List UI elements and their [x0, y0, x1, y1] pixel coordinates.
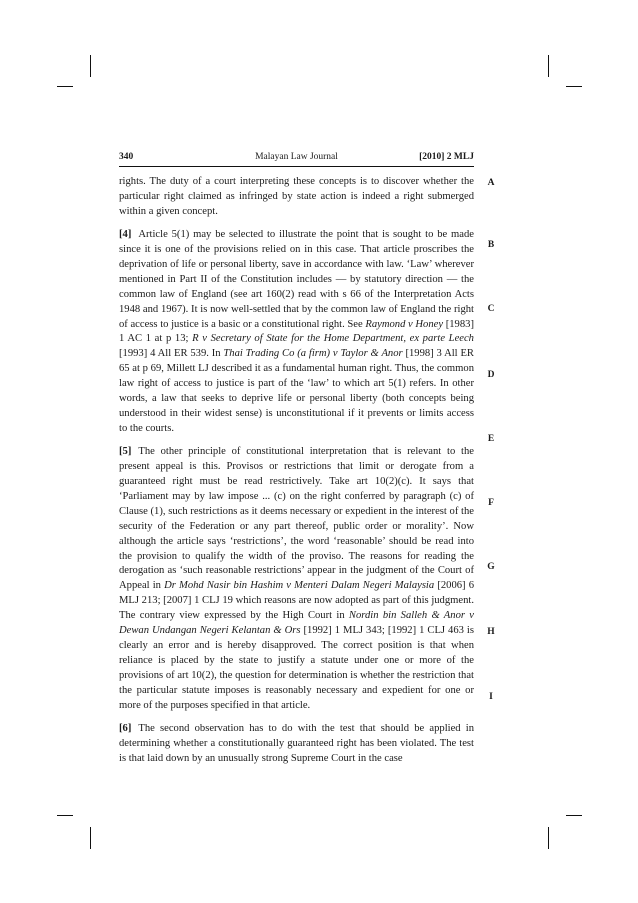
crop-mark-bottom-right-v: [548, 827, 549, 849]
text-run: Article 5(1) may be selected to illustrate the point that is sought to be made since it is one of the provisions relied on in this case. That article proscribes the deprivation of life or personal liberty, save in accordance with law. ‘Law’ wherever mentioned in Part II of the Constitution includes — by statutory direction — the common law of England (see art 160(2) read with s 66 of the Interpretation Acts 1948 and 1967). It is now well-settled that by the common law of England the right of access to justice is a basic or a constitutional right. See: [119, 229, 474, 330]
journal-title: Malayan Law Journal: [255, 152, 338, 162]
crop-mark-top-left-v: [90, 55, 91, 77]
paragraph: [119, 722, 474, 767]
text-run: The second observation has to do with the test that should be applied in determining whether a constitutionally guaranteed right has been violated. The test is that laid down by an unusually strong Supreme Court in the case: [119, 722, 474, 764]
case-citation: Raymond v Honey: [365, 318, 444, 330]
text-run: rights. The duty of a court interpreting these concepts is to discover whether the particular right claimed as infringed by state action is indeed a right submerged within a given concept.: [119, 176, 474, 217]
paragraph-number: [5]: [119, 446, 132, 458]
margin-letter: I: [489, 692, 493, 702]
crop-mark-top-left-h: [57, 86, 73, 87]
text-run: [1993] 4 All ER 539. In: [119, 348, 224, 360]
margin-letter: F: [488, 498, 494, 508]
page-number: 340: [119, 152, 134, 162]
crop-mark-top-right-v: [548, 55, 549, 77]
paragraph-number: [6]: [119, 722, 132, 734]
paragraph-number: [4]: [119, 229, 132, 241]
judgment-text: [119, 175, 474, 775]
margin-letter: C: [487, 304, 495, 314]
paragraph: [119, 175, 474, 220]
margin-letter: B: [487, 240, 495, 250]
crop-mark-bottom-left-h: [57, 815, 73, 816]
text-run: [2006] 6 MLJ 213; [2007] 1 CLJ 19 which reasons are now adopted as part of this judgment. The contrary view expressed by the High Court in: [119, 580, 474, 622]
paragraph: [119, 445, 474, 713]
margin-letter: D: [487, 370, 495, 380]
text-run: The other principle of constitutional interpretation that is relevant to the present appeal is this. Provisos or restrictions that limit or derogate from a guaranteed right must be read restrictively. Take art 10(2)(c). It says that ‘Parliament may by law impose ... (c) on the right conferred by paragraph (c) of Clause (1), such restrictions as it deems necessary or expedient in the interest of the security of the Federation or any part thereof, public order or morality’. Now although the article says ‘restrictions’, the word ‘reasonable’ should be read into the provision to qualify the width of the proviso. The reasons for reading the derogation as ‘such reasonable restrictions’ appear in the judgment of the Court of Appeal in: [119, 446, 474, 592]
text-run: [1992] 1 MLJ 343; [1992] 1 CLJ 463 is clearly an error and is hereby disapproved. The correct position is that when reliance is placed by the state to justify a statute under one or more of the provisions of art 10(2), the question for determination is whether the restriction that the particular statute imposes is reasonably necessary and expedient for one or more of the purposes specified in that article.: [119, 625, 474, 711]
crop-mark-bottom-left-v: [90, 827, 91, 849]
paragraph: [119, 228, 474, 437]
running-header: [119, 150, 474, 167]
margin-letter: A: [487, 178, 495, 188]
case-citation: Dr Mohd Nasir bin Hashim v Menteri Dalam Negeri Malaysia: [164, 580, 435, 592]
crop-mark-top-right-h: [566, 86, 582, 87]
case-citation: Nordin bin Salleh & Anor v Dewan Undangan Negeri Kelantan & Ors: [119, 610, 475, 637]
journal-citation: [2010] 2 MLJ: [419, 152, 474, 162]
margin-letter: E: [487, 434, 495, 444]
margin-letter: H: [487, 627, 495, 637]
case-citation: R v Secretary of State for the Home Department, ex parte Leech: [192, 333, 474, 345]
crop-mark-bottom-right-h: [566, 815, 582, 816]
text-run: [1998] 3 All ER 65 at p 69, Millett LJ described it as a fundamental human right. Thus, the common law right of access to justice is part of the ‘law’ to which art 5(1) refers. In other words, a law that seeks to deprive life or personal liberty (both concepts being understood in their widest sense) is unconstitutional if it prevents or limits access to the courts.: [119, 348, 474, 434]
case-citation: Thai Trading Co (a firm) v Taylor & Anor: [223, 348, 403, 360]
margin-letter: G: [487, 562, 495, 572]
text-run: [1983] 1 AC 1 at p 13;: [119, 318, 474, 345]
